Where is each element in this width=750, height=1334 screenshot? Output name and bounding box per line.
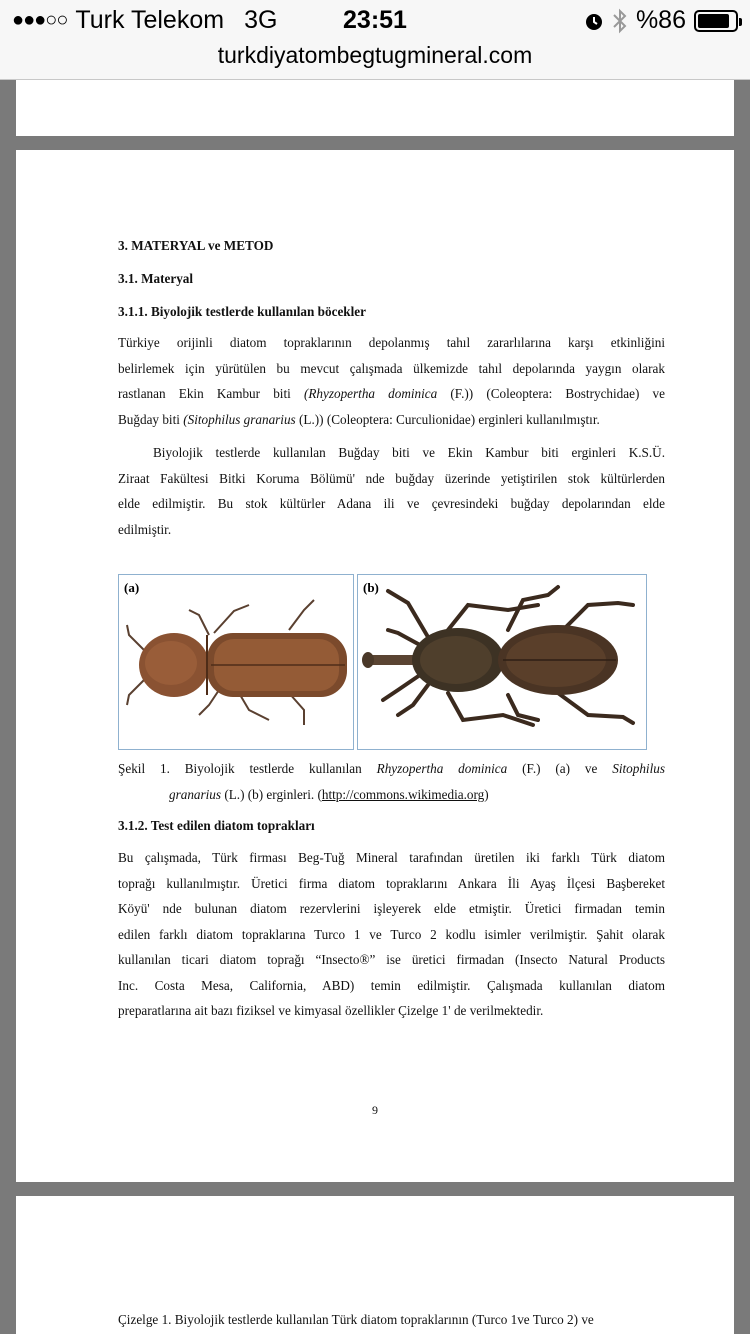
clock: 23:51: [343, 6, 407, 34]
pdf-page-next: [16, 1196, 734, 1334]
figure-panel-a: [118, 574, 354, 750]
carrier-name: Turk Telekom: [75, 6, 225, 34]
table-caption: Çizelge 1. Biyolojik testlerde kullanılan Türk diatom topraklarının (Turco 1ve Turco 2) ve: [118, 1312, 594, 1327]
paragraph-2: Biyolojik testlerde kullanılan Buğday biti ve Ekin Kambur biti erginleri K.S.Ü. Ziraat Fakültesi Bitki Koruma Bölümü' nde buğday üzerinde yetiştirilen stok kültürlerden elde edilmiştir. Bu stok kültürler Adana ili ve çevresindeki buğday depolarından elde edilmiştir.: [118, 445, 665, 537]
battery-icon: [694, 10, 738, 32]
signal-strength-icon: ●●●○○: [12, 9, 68, 31]
address-bar[interactable]: [0, 40, 750, 80]
figure-1: [118, 574, 648, 752]
paragraph-1: Türkiye orijinli diatom topraklarının depolanmış tahıl zararlılarına karşı etkinliğini belirlemek için yürütülen bu mevcut çalışmada ülkemizde tahıl depolarında yaygın olarak rastlanan Ekin Kambur biti (Rhyzopertha dominica (F.)) (Coleoptera: Bostrychidae) ve Buğday biti (Sitophilus granarius (L.)) (Coleoptera: Curculionidae) erginleri kullanılmıştır.: [118, 335, 665, 427]
page-number: 9: [372, 1103, 378, 1117]
pdf-page-previous: [16, 80, 734, 136]
battery-percentage: %86: [635, 6, 686, 34]
subsubsection-heading-312: 3.1.2. Test edilen diatom toprakları: [118, 818, 315, 833]
pdf-page: [16, 150, 734, 1182]
subsection-heading: 3.1. Materyal: [118, 271, 194, 286]
alarm-icon: [584, 11, 604, 31]
url-text: turkdiyatombegtugmineral.com: [217, 42, 533, 68]
status-bar: [0, 0, 750, 40]
battery-fill: [698, 14, 729, 28]
rhyzopertha-beetle-image: [119, 575, 353, 749]
sitophilus-beetle-image: [358, 575, 646, 749]
subsubsection-heading: 3.1.1. Biyolojik testlerde kullanılan böcekler: [118, 304, 366, 319]
figure-label-a: (a): [124, 580, 140, 595]
section-heading: 3. MATERYAL ve METOD: [118, 238, 274, 253]
bluetooth-icon: [612, 8, 628, 34]
figure-caption: Şekil 1. Biyolojik testlerde kullanılan Rhyzopertha dominica (F.) (a) ve Sitophilus granarius (L.) (b) erginleri. (http://commons.wikimedia.org): [118, 761, 665, 802]
network-type: 3G: [244, 6, 278, 34]
figure-label-b: (b): [363, 580, 379, 595]
wikimedia-link[interactable]: http://commons.wikimedia.org: [321, 786, 485, 802]
paragraph-3: Bu çalışmada, Türk firması Beg-Tuğ Mineral tarafından üretilen iki farklı Türk diatom toprağı kullanılmıştır. Üretici firma diatom topraklarını Ankara İli Ayaş İlçesi Başbereket Köyü' nde bulunan diatom rezervlerini işleyerek elde etmiştir. Üretici firmadan temin edilen farklı diatom topraklarına Turco 1 ve Turco 2 kodlu isimler verilmiştir. Şahit olarak kullanılan ticari diatom toprağı “Insecto®” ise üretici firmadan (Insecto Natural Products Inc. Costa Mesa, California, ABD) temin edilmiştir. Çalışmada kullanılan diatom preparatlarına ait bazı fiziksel ve kimyasal özellikler Çizelge 1' de verilmektedir.: [118, 850, 665, 1018]
status-icons: [584, 6, 738, 35]
figure-panel-b: [357, 574, 647, 750]
